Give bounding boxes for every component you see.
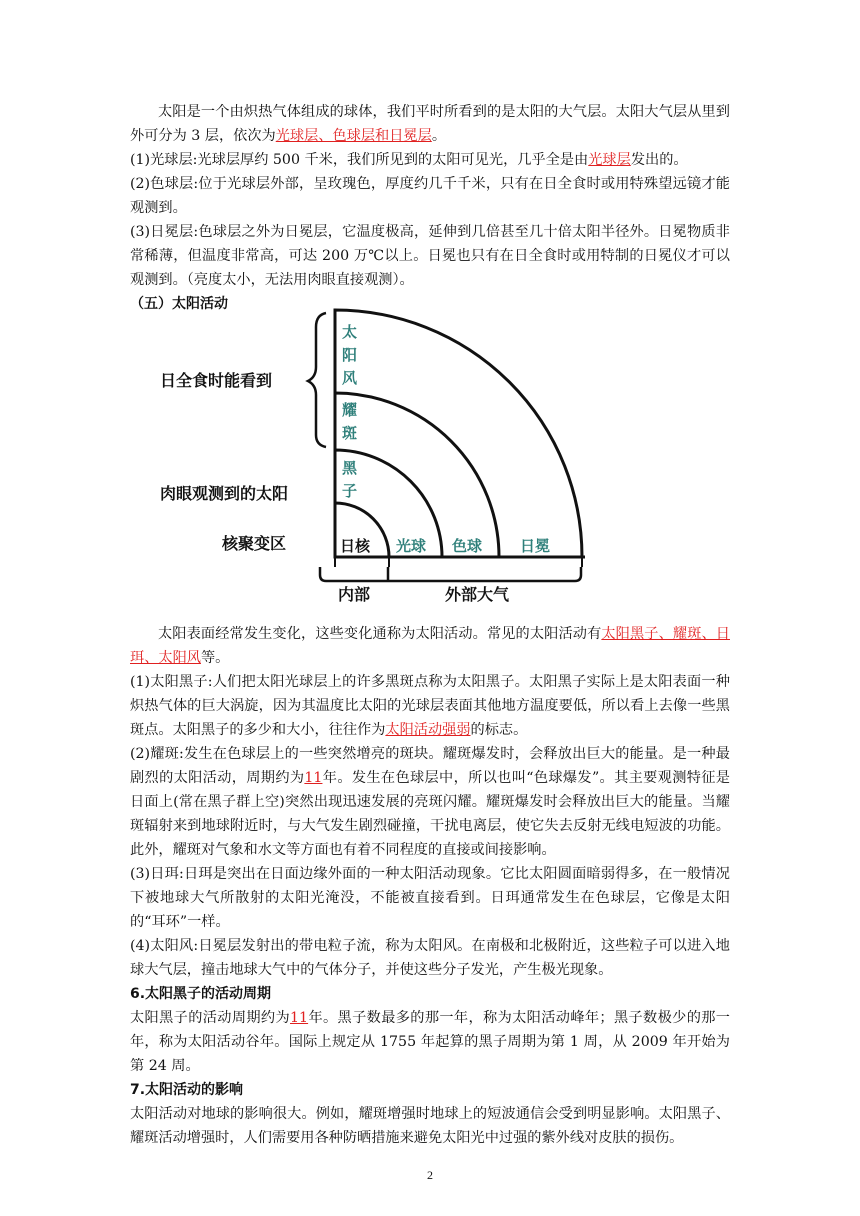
chromosphere-paragraph: (2)色球层:位于光球层外部，呈玫瑰色，厚度约几千千米，只有在日全食时或用特殊望远镜才能观测到。 <box>130 176 730 216</box>
solar-wind-char-1: 太 <box>342 323 358 341</box>
label-naked-eye: 肉眼观测到的太阳 <box>160 484 289 503</box>
solar-wind-char-3: 风 <box>342 369 358 387</box>
layer-core-label: 日核 <box>340 537 371 555</box>
flare-char-1: 耀 <box>342 401 358 419</box>
highlight-layers: 光球层、色球层和日冕层 <box>275 128 432 144</box>
flare-paragraph: (2)耀斑:发生在色球层上的一些突然增亮的斑块。耀斑爆发时，会释放出巨大的能量。是一种最剧烈的太阳活动，周期约为11年。发生在色球层中，所以也叫“色球爆发”。其主要观测特征是日面上(常在黑子群上空)突然出现迅速发展的亮斑闪耀。耀斑爆发时会释放出巨大的能量。当耀斑辐射来到地球附近时，与大气发生剧烈碰撞，干扰电离层，使它失去反射无线电短波的功能。此外，耀斑对气象和水文等方面也有着不同程度的直接或间接影响。 <box>130 746 730 858</box>
sunspot-char-2: 子 <box>342 482 358 500</box>
corona-arc <box>335 310 582 557</box>
highlight-flare-period: 11 <box>304 770 323 786</box>
page-number: 2 <box>427 1168 433 1182</box>
highlight-photosphere: 光球层 <box>588 152 631 168</box>
highlight-cycle: 11 <box>290 1010 309 1026</box>
solar-wind-paragraph: (4)太阳风:日冕层发射出的带电粒子流，称为太阳风。在南极和北极附近，这些粒子可以进入地球大气层，撞击地球大气中的气体分子，并使这些分子发光，产生极光现象。 <box>130 938 730 978</box>
corona-paragraph: (3)日冕层:色球层之外为日冕层，它温度极高，延伸到几倍甚至几十倍太阳半径外。日冕物质非常稀薄，但温度非常高，可达 200 万℃以上。日冕也只有在日全食时或用特制的日冕仪才可以观测到。（亮度太小，无法用肉眼直接观测）。 <box>130 224 730 288</box>
solar-wind-char-2: 阳 <box>342 346 358 364</box>
bottom-outer-label: 外部大气 <box>445 585 510 604</box>
intro-paragraph: 太阳是一个由炽热气体组成的球体，我们平时所看到的是太阳的大气层。太阳大气层从里到外可分为 3 层，依次为光球层、色球层和日冕层。 <box>130 104 730 144</box>
impact-paragraph: 太阳活动对地球的影响很大。例如，耀斑增强时地球上的短波通信会受到明显影响。太阳黑子、耀斑活动增强时，人们需要用各种防晒措施来避免太阳光中过强的紫外线对皮肤的损伤。 <box>130 1106 730 1146</box>
flare-char-2: 斑 <box>342 424 358 442</box>
label-fusion: 核聚变区 <box>222 534 287 553</box>
eclipse-brace <box>308 313 326 447</box>
sunspot-paragraph: (1)太阳黑子:人们把太阳光球层上的许多黑斑点称为太阳黑子。太阳黑子实际上是太阳表面一种炽热气体的巨大涡旋，因为其温度比太阳的光球层表面其他地方温度要低，所以看上去像一些黑斑点。太阳黑子的多少和大小，往往作为太阳活动强弱的标志。 <box>130 674 730 738</box>
photosphere-paragraph: (1)光球层:光球层厚约 500 千米，我们所见到的太阳可见光，几乎全是由光球层发出的。 <box>130 152 688 168</box>
prominence-paragraph: (3)日珥:日珥是突出在日面边缘外面的一种太阳活动现象。它比太阳圆面暗弱得多，在一般情况下被地球大气所散射的太阳光淹没，不能被直接看到。日珥通常发生在色球层，它像是太阳的“耳环”一样。 <box>130 866 730 930</box>
layer-chromosphere-label: 色球 <box>452 537 483 555</box>
bottom-bracket <box>320 567 581 581</box>
section-six-title: 6.太阳黑子的活动周期 <box>130 986 272 1002</box>
chromosphere-arc <box>335 393 499 557</box>
highlight-activities: 太阳黑子、耀斑、日珥、太阳风 <box>130 626 730 666</box>
layer-corona-label: 日冕 <box>520 537 551 555</box>
bottom-inner-label: 内部 <box>338 585 371 604</box>
sunspot-char-1: 黑 <box>342 459 358 477</box>
section-five-title: （五）太阳活动 <box>130 296 228 312</box>
section-seven-title: 7.太阳活动的影响 <box>130 1082 244 1098</box>
document-body <box>130 100 730 1150</box>
sunspot-cycle-paragraph: 太阳黑子的活动周期约为11年。黑子数最多的那一年，称为太阳活动峰年；黑子数极少的那一年，称为太阳活动谷年。国际上规定从 1755 年起算的黑子周期为第 1 周，从 2009 年开始为第 24 周。 <box>130 1010 730 1074</box>
layer-photosphere-label: 光球 <box>396 537 427 555</box>
activity-intro-paragraph: 太阳表面经常发生变化，这些变化通称为太阳活动。常见的太阳活动有太阳黑子、耀斑、日珥、太阳风等。 <box>130 626 730 666</box>
sun-structure-diagram <box>130 305 730 605</box>
label-eclipse: 日全食时能看到 <box>160 371 273 390</box>
highlight-strength: 太阳活动强弱 <box>385 722 471 738</box>
